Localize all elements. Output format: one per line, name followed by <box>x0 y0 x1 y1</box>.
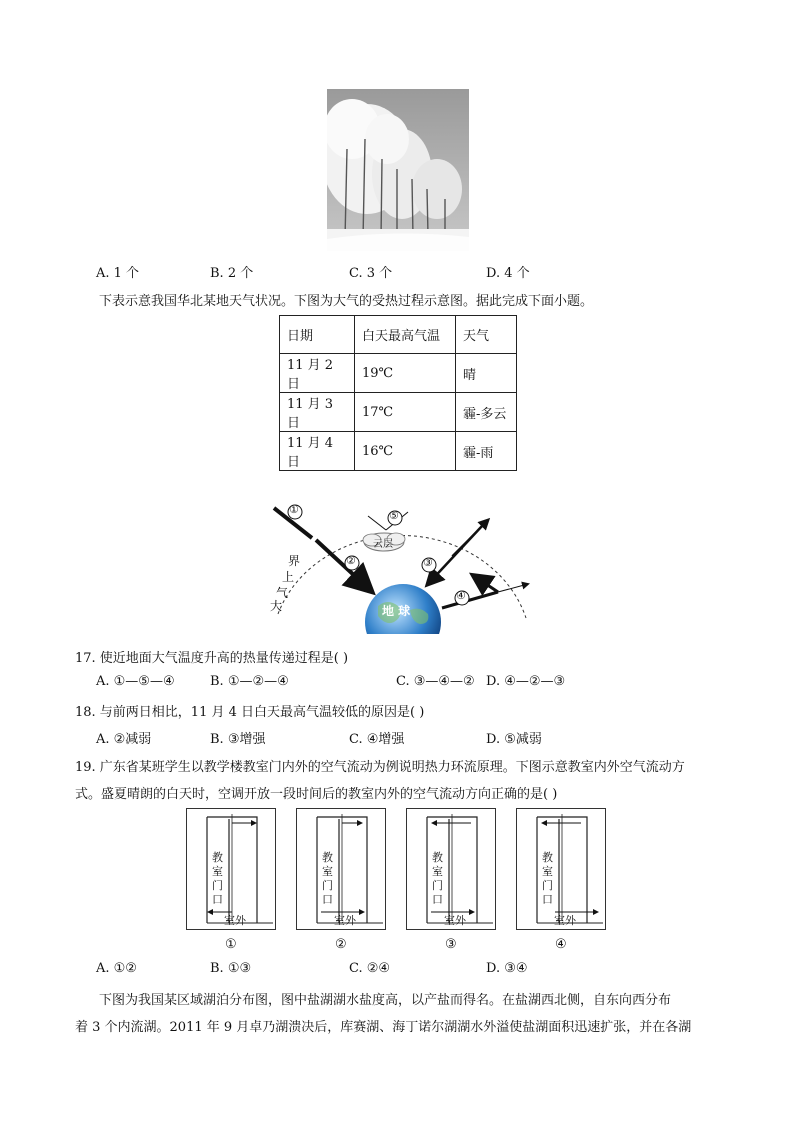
table-header-row <box>280 316 517 354</box>
table-row <box>280 393 517 432</box>
door-1-inside-label: 教 室 门 口 <box>212 851 223 906</box>
q19-option-d: D. ③④ <box>486 961 528 976</box>
q17-stem: 17. 使近地面大气温度升高的热量传递过程是( ) <box>75 651 349 666</box>
q17-option-d: D. ④—②—③ <box>486 674 566 689</box>
door-figure-2 <box>296 808 386 930</box>
figure-number-1: ① <box>225 937 237 952</box>
snow-forest-photo <box>327 89 469 251</box>
q19-option-c: C. ②④ <box>349 961 391 976</box>
q16-option-c: C. 3 个 <box>349 266 393 281</box>
header-weather: 天气 <box>456 316 517 354</box>
marker-2: ② <box>346 554 356 567</box>
marker-1: ① <box>289 503 299 516</box>
figure-number-4: ④ <box>555 937 567 952</box>
q19-stem-line2: 式。盛夏晴朗的白天时，空调开放一段时间后的教室内外的空气流动方向正确的是( ) <box>75 787 558 802</box>
door-figure-4 <box>516 808 606 930</box>
cell-date: 11 月 2 日 <box>280 354 355 393</box>
door-3-inside-label: 教 室 门 口 <box>432 851 443 906</box>
header-date: 日期 <box>280 316 355 354</box>
door-4-outside-label: 室外 <box>554 914 576 927</box>
door-1-outside-label: 室外 <box>224 914 246 927</box>
marker-3: ③ <box>423 556 433 569</box>
q19-option-b: B. ①③ <box>210 961 252 976</box>
door-2-outside-label: 室外 <box>334 914 356 927</box>
q17-option-b: B. ①—②—④ <box>210 674 289 689</box>
passage-line1: 下图为我国某区域湖泊分布图，图中盐湖湖水盐度高，以产盐而得名。在盐湖西北侧，自东向西分布 <box>99 993 672 1008</box>
door-2-inside-label: 教 室 门 口 <box>322 851 333 906</box>
cell-date: 11 月 3 日 <box>280 393 355 432</box>
cell-temp: 19℃ <box>355 354 456 393</box>
door-figure-3 <box>406 808 496 930</box>
marker-4: ④ <box>456 589 466 602</box>
figure-number-3: ③ <box>445 937 457 952</box>
cell-date: 11 月 4 日 <box>280 432 355 471</box>
q18-option-d: D. ⑤减弱 <box>486 732 542 747</box>
figure-number-2: ② <box>335 937 347 952</box>
cell-weather: 霾-多云 <box>456 393 517 432</box>
table-row <box>280 432 517 471</box>
q19-option-a: A. ①② <box>96 961 137 976</box>
q16-option-b: B. 2 个 <box>210 266 254 281</box>
cloud-label: 云层 <box>373 539 393 550</box>
intro-text: 下表示意我国华北某地天气状况。下图为大气的受热过程示意图。据此完成下面小题。 <box>99 294 594 309</box>
marker-5: ⑤ <box>389 509 399 522</box>
atmosphere-label-2: 上 <box>282 570 295 584</box>
atmosphere-heating-diagram <box>260 498 540 634</box>
q19-stem-line1: 19. 广东省某班学生以教学楼教室门内外的空气流动为例说明热力环流原理。下图示意教室内外空气流动方 <box>75 760 685 775</box>
door-4-inside-label: 教 室 门 口 <box>542 851 553 906</box>
weather-table <box>279 315 517 471</box>
atmosphere-label-4: 大 <box>270 599 283 613</box>
atmosphere-label-1: 界 <box>288 554 301 568</box>
header-max-temp: 白天最高气温 <box>355 316 456 354</box>
earth-label: 地 球 <box>382 604 411 618</box>
door-3-outside-label: 室外 <box>444 914 466 927</box>
q17-option-a: A. ①—⑤—④ <box>96 674 175 689</box>
cell-temp: 16℃ <box>355 432 456 471</box>
cell-temp: 17℃ <box>355 393 456 432</box>
cell-weather: 晴 <box>456 354 517 393</box>
q16-option-d: D. 4 个 <box>486 266 530 281</box>
q18-option-c: C. ④增强 <box>349 732 405 747</box>
q18-stem: 18. 与前两日相比，11 月 4 日白天最高气温较低的原因是( ) <box>75 705 425 720</box>
atmosphere-label-3: 气 <box>276 586 289 600</box>
passage-line2: 着 3 个内流湖。2011 年 9 月卓乃湖溃决后，库赛湖、海丁诺尔湖湖水外溢使盐湖面积迅速扩张，并在各湖 <box>75 1020 692 1035</box>
q16-option-a: A. 1 个 <box>96 266 140 281</box>
door-figure-1 <box>186 808 276 930</box>
q17-option-c: C. ③—④—② <box>396 674 475 689</box>
table-row <box>280 354 517 393</box>
q18-option-b: B. ③增强 <box>210 732 266 747</box>
cell-weather: 霾-雨 <box>456 432 517 471</box>
q18-option-a: A. ②减弱 <box>96 732 152 747</box>
